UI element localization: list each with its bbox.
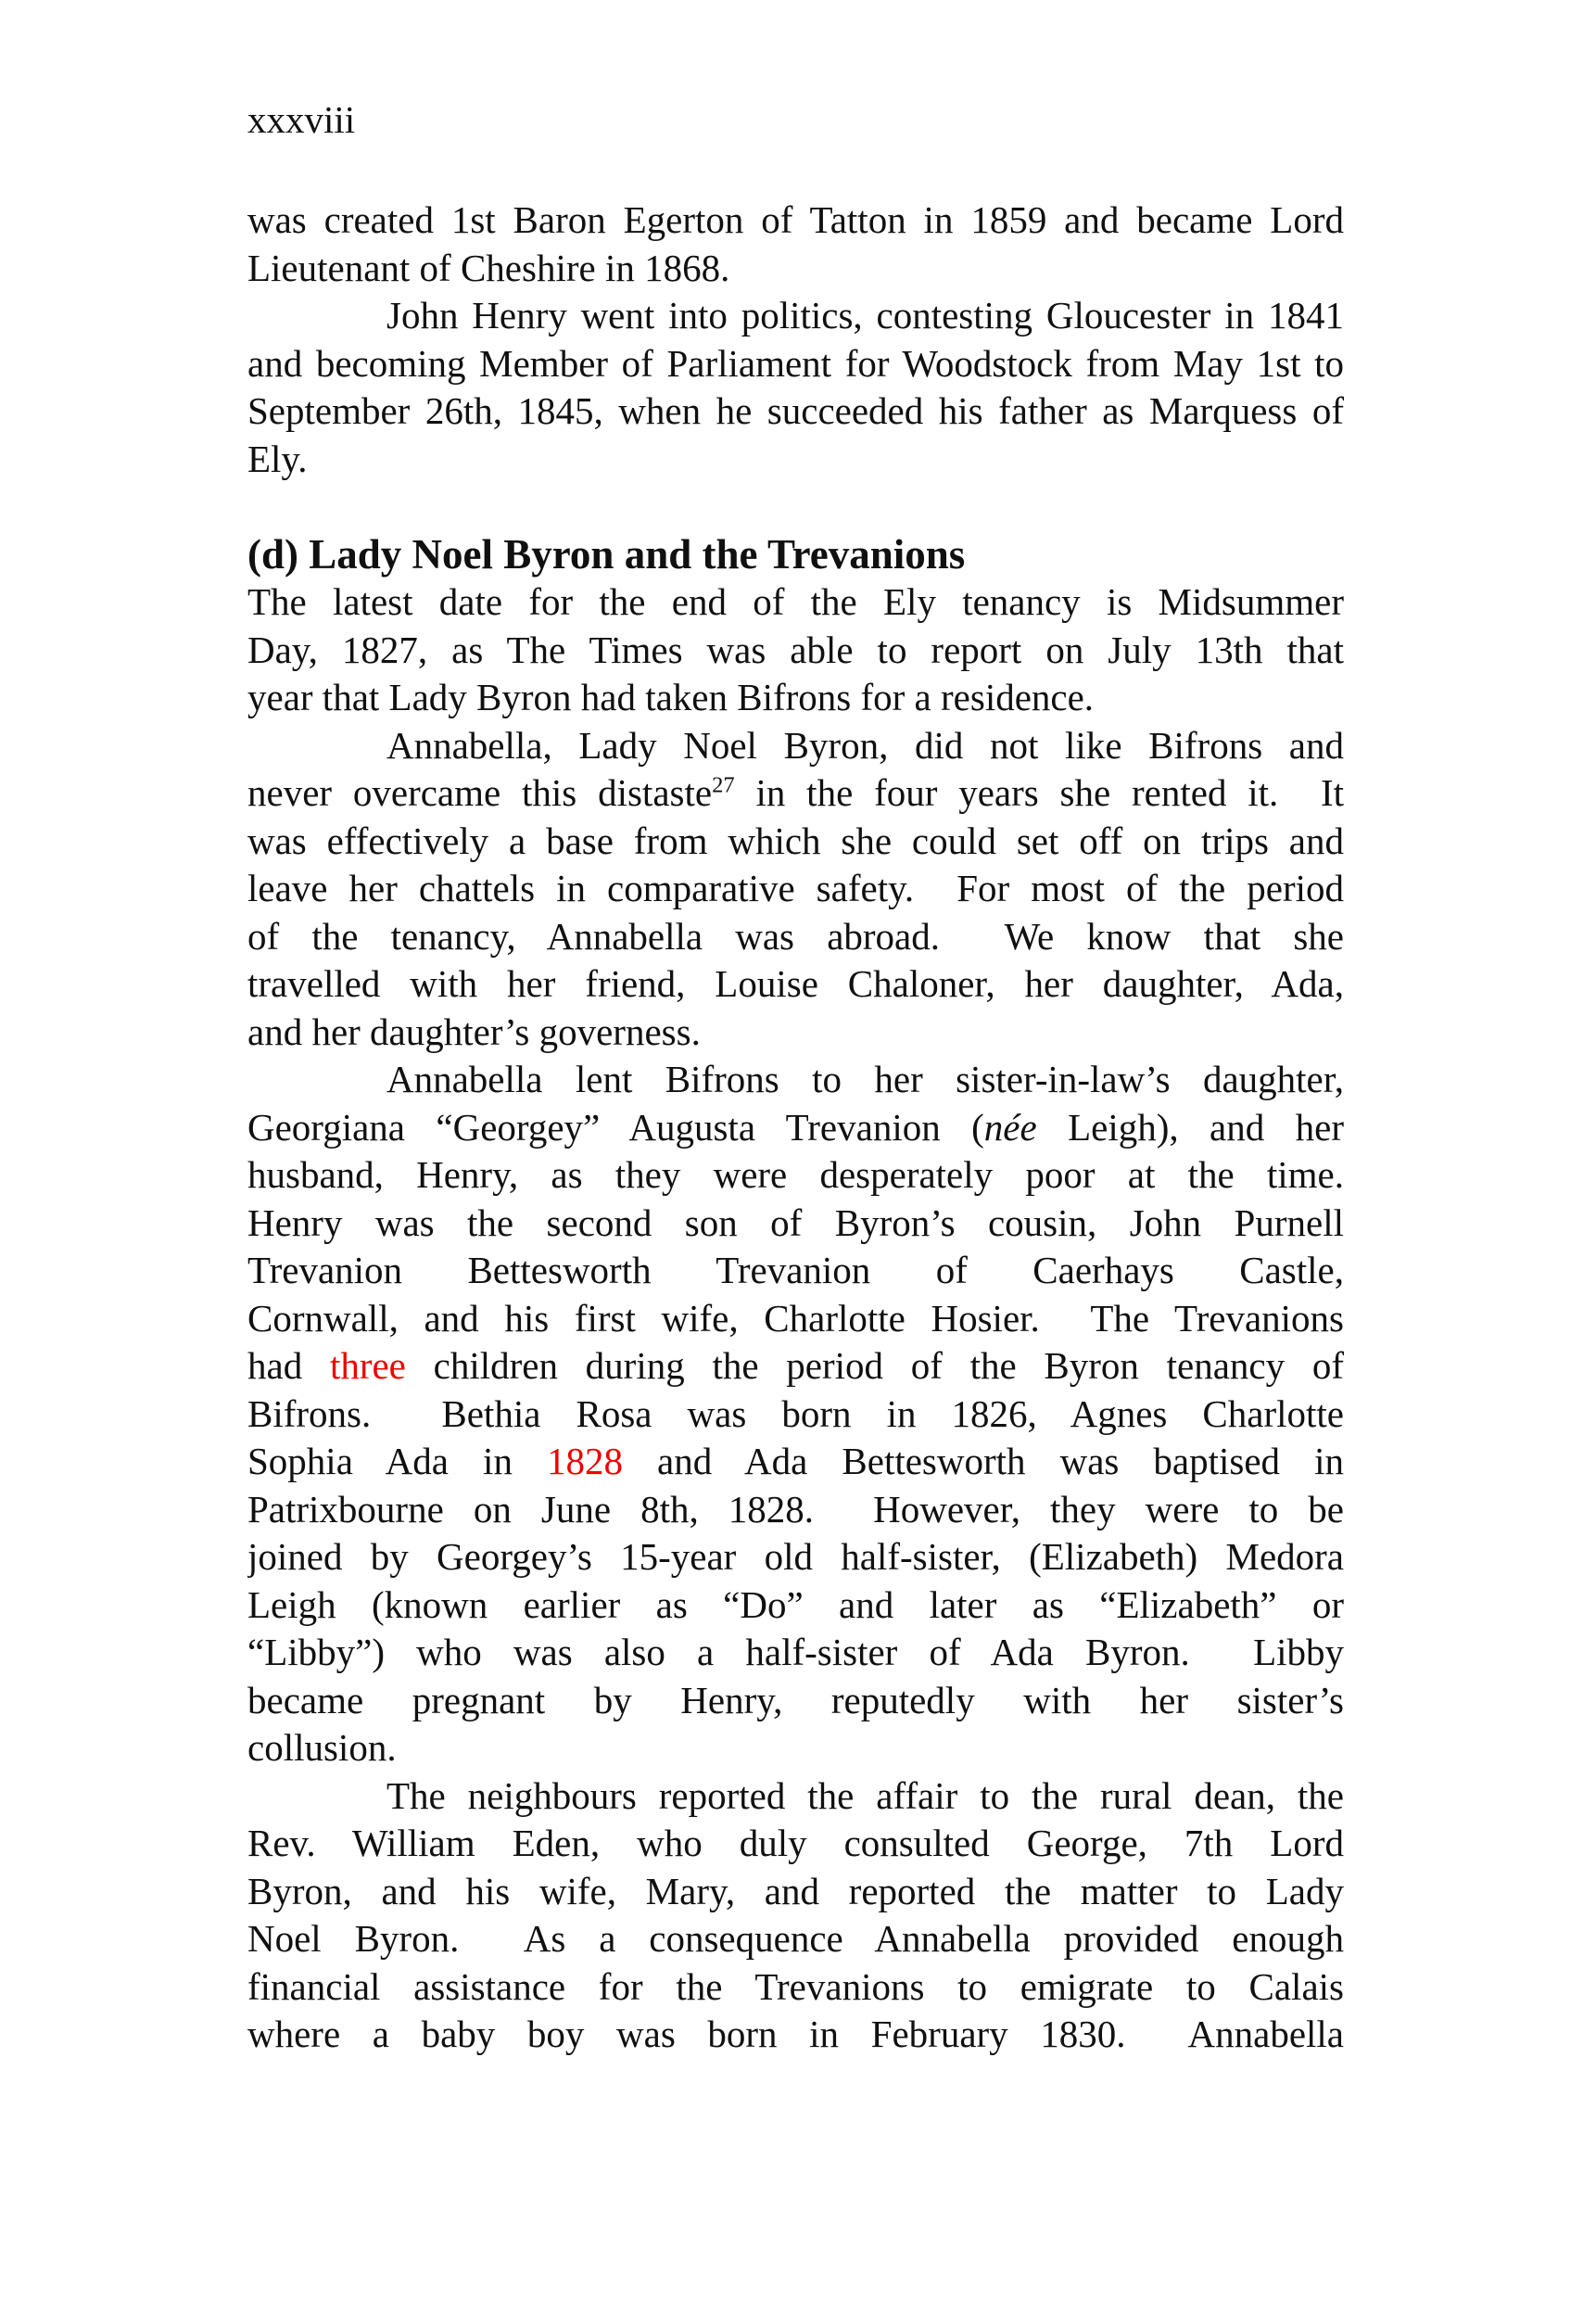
text-line bbox=[247, 1677, 1344, 1725]
text-line bbox=[247, 436, 1344, 484]
text-line bbox=[247, 1820, 1344, 1868]
text-segment: joined by Georgey’s 15-year old half-sister, (Elizabeth) Medora bbox=[247, 1535, 1344, 1578]
text-line bbox=[247, 722, 1344, 770]
text-line bbox=[247, 627, 1344, 675]
text-line bbox=[247, 1104, 1344, 1152]
text-segment: leave her chattels in comparative safety. For most of the period bbox=[247, 867, 1344, 909]
text-line bbox=[247, 1247, 1344, 1295]
text-segment: John Henry went into politics, contesting Gloucester in 1841 bbox=[386, 294, 1344, 337]
text-line bbox=[247, 197, 1344, 245]
text-segment: collusion. bbox=[247, 1726, 397, 1769]
red-text: 1828 bbox=[547, 1440, 623, 1482]
text-segment: Lieutenant of Cheshire in 1868. bbox=[247, 246, 730, 289]
text-segment: “Libby”) who was also a half-sister of Ada Byron. Libby bbox=[247, 1631, 1344, 1673]
text-line bbox=[247, 387, 1344, 436]
text-segment: of the tenancy, Annabella was abroad. We know that she bbox=[247, 914, 1344, 958]
text-segment: Day, 1827, as The Times was able to report on July 13th that bbox=[247, 628, 1344, 671]
text-line bbox=[247, 1533, 1344, 1581]
text-segment: Annabella lent Bifrons to her sister-in-law’s daughter, bbox=[386, 1058, 1344, 1100]
footnote-reference: 27 bbox=[712, 772, 735, 798]
text-segment: Leigh), and her bbox=[1036, 1105, 1344, 1149]
text-line bbox=[247, 1151, 1344, 1200]
text-segment: children during the period of the Byron tenancy of bbox=[405, 1344, 1344, 1387]
text-line bbox=[247, 1342, 1344, 1391]
text-segment: and her daughter’s governess. bbox=[247, 1010, 701, 1053]
text-segment: husband, Henry, as they were desperately poor at the time. bbox=[247, 1153, 1344, 1196]
text-line bbox=[247, 1868, 1344, 1916]
text-segment: became pregnant by Henry, reputedly with her sister’s bbox=[247, 1678, 1344, 1721]
text-segment: where a baby boy was born in February 1830. Annabella bbox=[247, 2013, 1344, 2055]
section-heading bbox=[247, 531, 1344, 579]
text-line bbox=[247, 818, 1344, 866]
text-segment: had bbox=[247, 1344, 330, 1387]
text-line bbox=[247, 292, 1344, 340]
italic-text: née bbox=[983, 1105, 1037, 1149]
text-segment: Annabella, Lady Noel Byron, did not like Bifrons and bbox=[386, 723, 1344, 767]
text-line bbox=[247, 1056, 1344, 1104]
text-line bbox=[247, 960, 1344, 1009]
text-line bbox=[247, 1438, 1344, 1486]
text-line bbox=[247, 1295, 1344, 1343]
text-line bbox=[247, 1915, 1344, 1963]
text-segment: and Ada Bettesworth was baptised in bbox=[623, 1440, 1344, 1482]
text-segment: Cornwall, and his first wife, Charlotte Hosier. The Trevanions bbox=[247, 1296, 1344, 1340]
text-line bbox=[247, 1391, 1344, 1439]
text-segment: in the four years she rented it. It bbox=[734, 771, 1344, 814]
red-text: three bbox=[329, 1344, 406, 1387]
page-number: xxxviii bbox=[247, 98, 356, 141]
text-segment: never overcame this distaste bbox=[247, 771, 713, 814]
text-line bbox=[247, 1009, 1344, 1057]
text-segment: Patrixbourne on June 8th, 1828. However, they were to be bbox=[247, 1487, 1344, 1531]
text-segment: The neighbours reported the affair to the rural dean, the bbox=[386, 1773, 1344, 1817]
text-line bbox=[247, 1486, 1344, 1534]
text-line bbox=[247, 578, 1344, 627]
text-line bbox=[247, 1200, 1344, 1248]
text-line bbox=[247, 865, 1344, 913]
text-line bbox=[247, 245, 1344, 293]
text-line bbox=[247, 1629, 1344, 1677]
text-segment: was created 1st Baron Egerton of Tatton in 1859 and became Lord bbox=[247, 198, 1344, 241]
text-line bbox=[247, 1772, 1344, 1821]
text-line bbox=[247, 340, 1344, 388]
text-line bbox=[247, 913, 1344, 961]
text-segment: Leigh (known earlier as “Do” and later as “Elizabeth” or bbox=[247, 1582, 1344, 1626]
text-segment: (d) Lady Noel Byron and the Trevanions bbox=[247, 530, 966, 578]
text-segment: Ely. bbox=[247, 437, 308, 480]
text-segment: Rev. William Eden, who duly consulted George, 7th Lord bbox=[247, 1822, 1344, 1864]
text-segment: Sophia Ada in bbox=[247, 1440, 547, 1482]
text-line bbox=[247, 2011, 1344, 2059]
text-segment: and becoming Member of Parliament for Woodstock from May 1st to bbox=[247, 341, 1344, 385]
text-segment: Trevanion Bettesworth Trevanion of Caerhays Castle, bbox=[247, 1249, 1344, 1291]
text-line bbox=[247, 1581, 1344, 1630]
text-segment: was effectively a base from which she could set off on trips and bbox=[247, 819, 1344, 862]
text-segment: Byron, and his wife, Mary, and reported the matter to Lady bbox=[247, 1869, 1344, 1912]
text-segment: Noel Byron. As a consequence Annabella provided enough bbox=[247, 1917, 1344, 1960]
text-line bbox=[247, 1724, 1344, 1772]
blank-line bbox=[247, 483, 1344, 531]
text-segment: year that Lady Byron had taken Bifrons for a residence. bbox=[247, 676, 1095, 718]
text-line bbox=[247, 674, 1344, 722]
text-segment: September 26th, 1845, when he succeeded his father as Marquess of bbox=[247, 389, 1344, 432]
text-line bbox=[247, 769, 1344, 818]
text-segment: Henry was the second son of Byron’s cousin, John Purnell bbox=[247, 1200, 1344, 1244]
text-segment: Bifrons. Bethia Rosa was born in 1826, Agnes Charlotte bbox=[247, 1391, 1344, 1435]
text-segment: travelled with her friend, Louise Chaloner, her daughter, Ada, bbox=[247, 962, 1344, 1005]
text-segment: Georgiana “Georgey” Augusta Trevanion ( bbox=[247, 1105, 984, 1149]
text-line bbox=[247, 1963, 1344, 2012]
text-block bbox=[247, 197, 1344, 2059]
text-segment: financial assistance for the Trevanions to emigrate to Calais bbox=[247, 1964, 1344, 2008]
text-segment: The latest date for the end of the Ely tenancy is Midsummer bbox=[247, 580, 1344, 623]
